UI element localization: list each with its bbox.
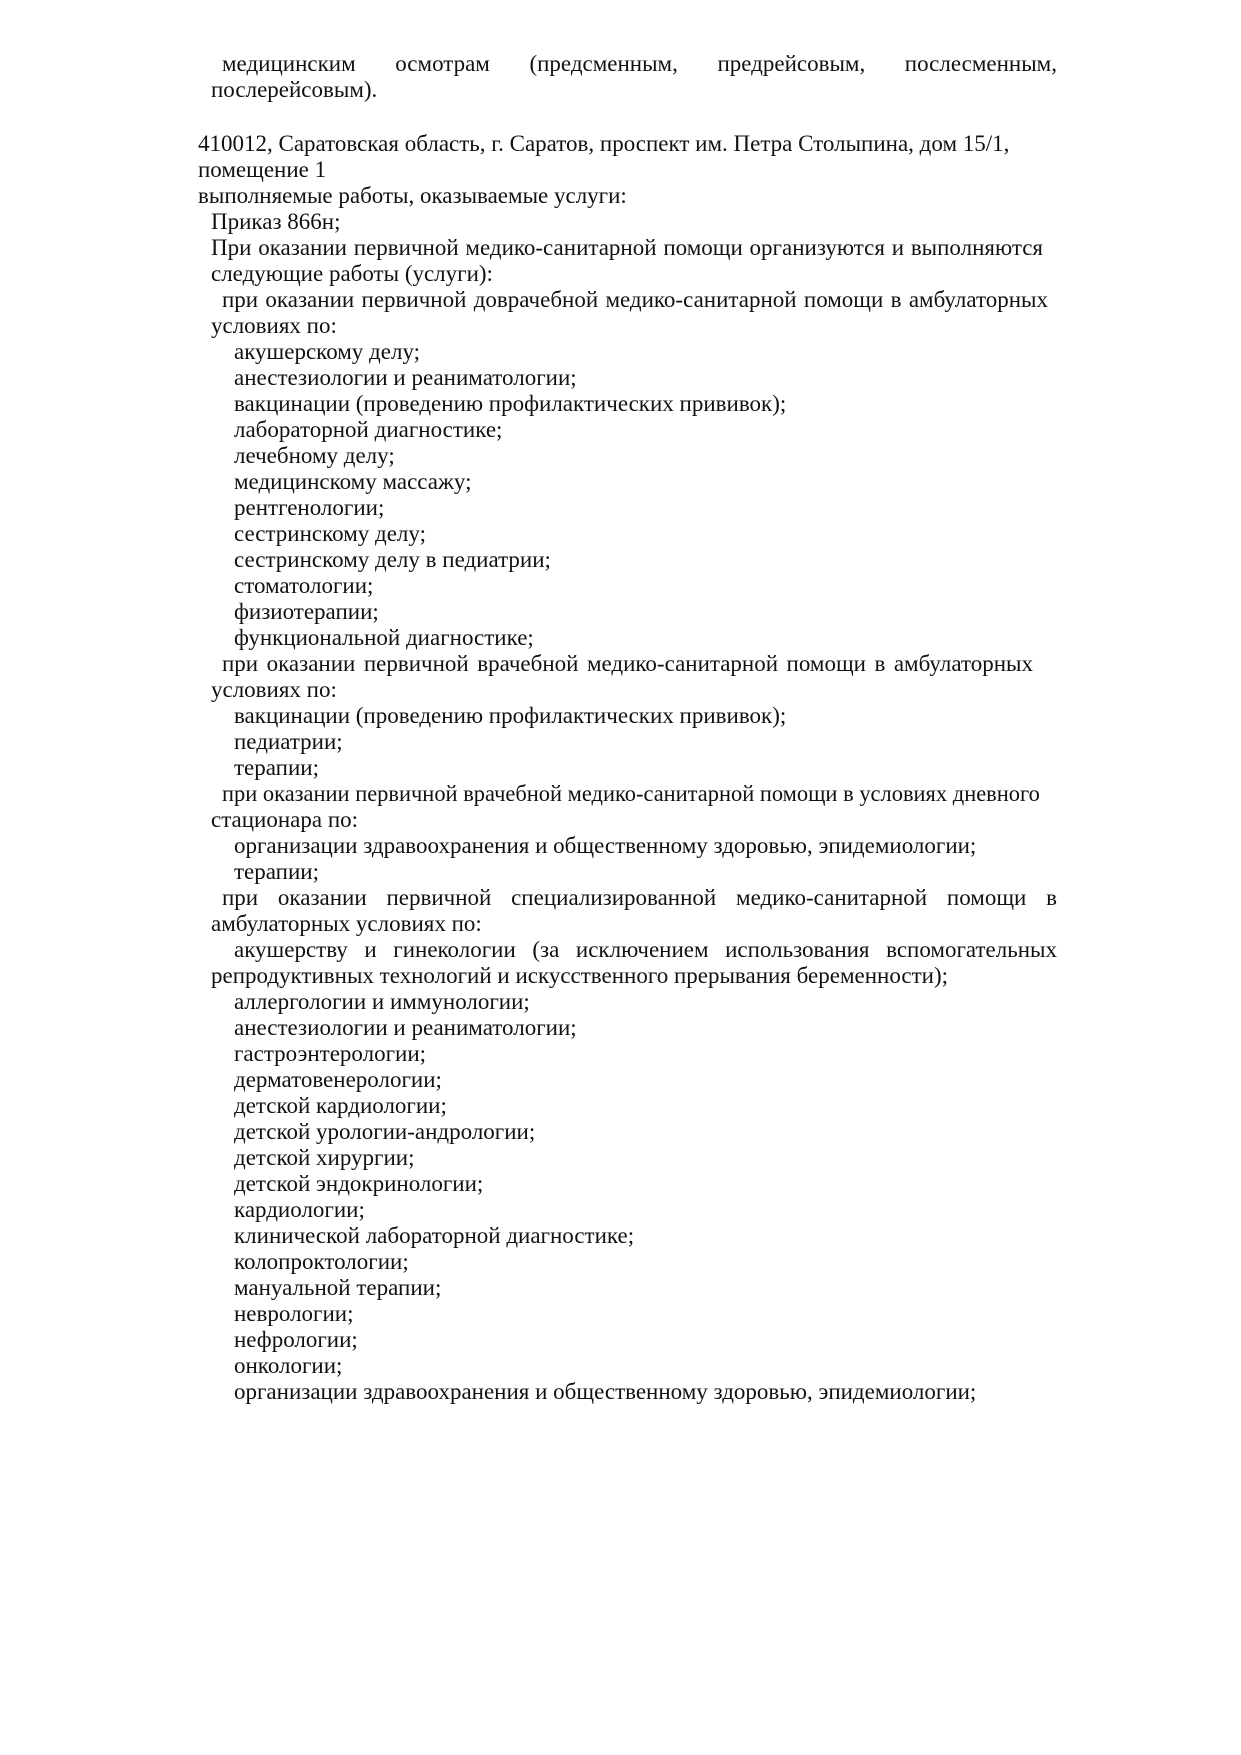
- section-heading-cont: стационара по:: [211, 807, 359, 832]
- intro-line-1: медицинским осмотрам (предсменным, предрейсовым, послесменным,: [222, 51, 1057, 76]
- list-item: детской эндокринологии;: [234, 1171, 484, 1196]
- list-item: клинической лабораторной диагностике;: [234, 1223, 635, 1248]
- list-item: детской кардиологии;: [234, 1093, 447, 1118]
- list-item: онкологии;: [234, 1353, 343, 1378]
- list-item: стоматологии;: [234, 573, 374, 598]
- list-item: нефрологии;: [234, 1327, 358, 1352]
- list-item: кардиологии;: [234, 1197, 365, 1222]
- works-label: выполняемые работы, оказываемые услуги:: [198, 183, 627, 208]
- list-item: вакцинации (проведению профилактических прививок);: [234, 391, 787, 416]
- section-heading-cont: условиях по:: [211, 677, 337, 702]
- list-item: мануальной терапии;: [234, 1275, 442, 1300]
- list-item: медицинскому массажу;: [234, 469, 472, 494]
- list-item: рентгенологии;: [234, 495, 385, 520]
- list-item: вакцинации (проведению профилактических прививок);: [234, 703, 787, 728]
- list-item: анестезиологии и реаниматологии;: [234, 365, 577, 390]
- primary-intro-line-1: При оказании первичной медико-санитарной помощи организуются и выполняются: [211, 235, 1043, 260]
- list-item: организации здравоохранения и общественному здоровью, эпидемиологии;: [234, 833, 977, 858]
- section-heading-cont: условиях по:: [211, 313, 337, 338]
- list-item: дерматовенерологии;: [234, 1067, 442, 1092]
- section-heading-cont: амбулаторных условиях по:: [211, 911, 482, 936]
- list-item: терапии;: [234, 859, 319, 884]
- list-item: педиатрии;: [234, 729, 343, 754]
- section-heading: при оказании первичной доврачебной медико-санитарной помощи в амбулаторных: [222, 287, 1048, 312]
- list-item: лечебному делу;: [234, 443, 395, 468]
- address-line-2: помещение 1: [198, 157, 327, 182]
- list-item: анестезиологии и реаниматологии;: [234, 1015, 577, 1040]
- list-item: терапии;: [234, 755, 319, 780]
- list-item: физиотерапии;: [234, 599, 379, 624]
- primary-intro-line-2: следующие работы (услуги):: [211, 261, 493, 286]
- list-item: колопроктологии;: [234, 1249, 409, 1274]
- section-heading: при оказании первичной врачебной медико-санитарной помощи в условиях дневного: [222, 781, 1040, 806]
- list-item: акушерству и гинекологии (за исключением использования вспомогательных: [234, 937, 1057, 962]
- list-item-cont: репродуктивных технологий и искусственного прерывания беременности);: [211, 963, 949, 988]
- list-item: аллергологии и иммунологии;: [234, 989, 530, 1014]
- section-heading: при оказании первичной врачебной медико-санитарной помощи в амбулаторных: [222, 651, 1033, 676]
- list-item: акушерскому делу;: [234, 339, 421, 364]
- list-item: гастроэнтерологии;: [234, 1041, 427, 1066]
- list-item: детской хирургии;: [234, 1145, 415, 1170]
- address-line-1: 410012, Саратовская область, г. Саратов, проспект им. Петра Столыпина, дом 15/1,: [198, 131, 1010, 156]
- list-item: сестринскому делу;: [234, 521, 426, 546]
- list-item: организации здравоохранения и общественному здоровью, эпидемиологии;: [234, 1379, 977, 1404]
- list-item: детской урологии-андрологии;: [234, 1119, 536, 1144]
- list-item: сестринскому делу в педиатрии;: [234, 547, 551, 572]
- section-heading: при оказании первичной специализированной медико-санитарной помощи в: [222, 885, 1057, 910]
- list-item: лабораторной диагностике;: [234, 417, 503, 442]
- list-item: неврологии;: [234, 1301, 354, 1326]
- intro-line-2: послерейсовым).: [211, 77, 378, 102]
- list-item: функциональной диагностике;: [234, 625, 534, 650]
- order-reference: Приказ 866н;: [211, 209, 341, 234]
